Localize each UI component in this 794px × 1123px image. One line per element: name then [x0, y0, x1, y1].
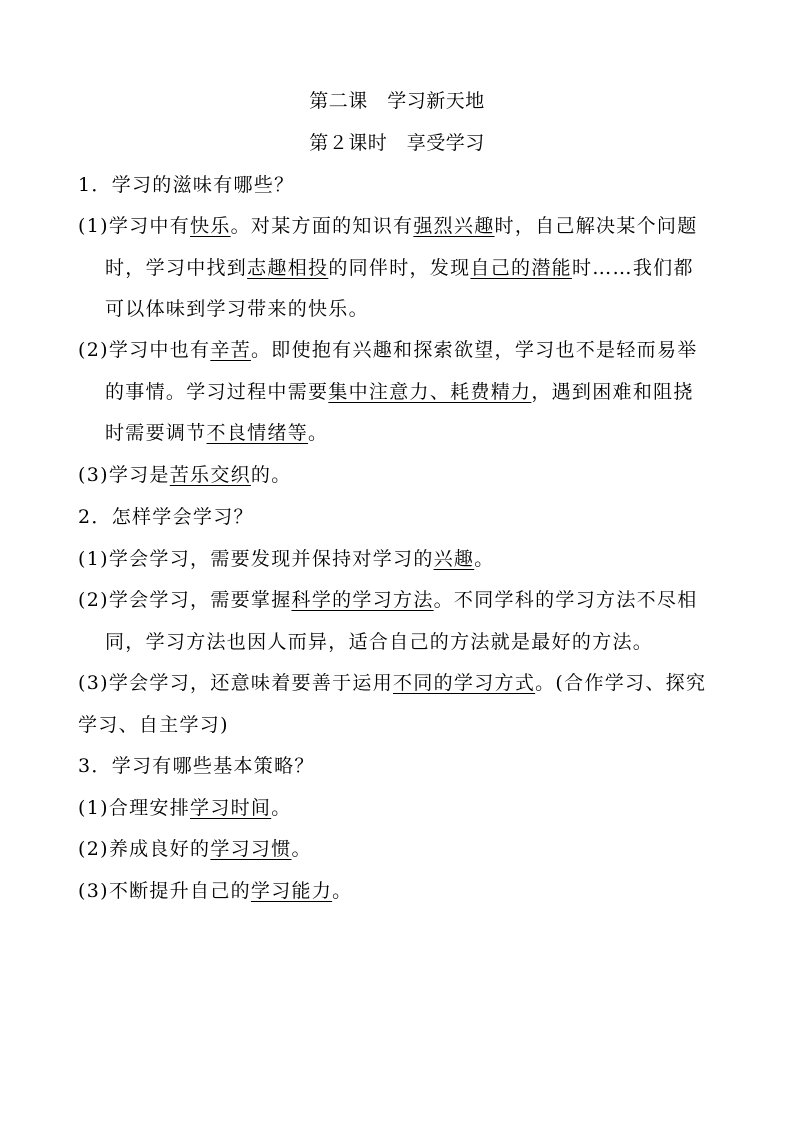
q2-answer-1: (1)学会学习，需要发现并保持对学习的兴趣。 [78, 548, 495, 570]
q3-answer-3: (3)不断提升自己的学习能力。 [78, 880, 353, 902]
blank-answer: 不良情绪等 [206, 422, 309, 444]
lesson-title: 第二课 学习新天地 [309, 90, 485, 112]
blank-answer: 辛苦 [210, 339, 251, 361]
q1-answer-3: (3)学习是苦乐交织的。 [78, 464, 292, 486]
q2-answer-3-line-1: (3)学会学习，还意味着要善于运用不同的学习方式。(合作学习、探究 [78, 672, 707, 694]
question-3: 3．学习有哪些基本策略？ [78, 755, 315, 777]
blank-answer: 不同的学习方式 [393, 672, 536, 694]
question-1: 1．学习的滋味有哪些？ [78, 174, 295, 196]
q1-answer-2-line-1: (2)学习中也有辛苦。即使抱有兴趣和探索欲望，学习也不是轻而易举 [78, 339, 698, 361]
blank-answer: 科学的学习方法 [291, 589, 434, 611]
blank-answer: 学习能力 [250, 880, 333, 902]
blank-answer: 兴趣 [433, 548, 475, 570]
q1-answer-1-line-3: 可以体味到学习带来的快乐。 [105, 298, 369, 320]
q2-answer-2-line-2: 同，学习方法也因人而异，适合自己的方法就是最好的方法。 [105, 631, 654, 653]
q1-answer-1-line-2: 时，学习中找到志趣相投的同伴时，发现自己的潜能时……我们都 [105, 257, 694, 279]
q2-answer-3-line-2: 学习、自主学习) [78, 714, 229, 736]
blank-answer: 集中注意力、耗费精力 [328, 381, 532, 403]
q3-answer-2: (2)养成良好的学习习惯。 [78, 838, 312, 860]
q1-answer-2-line-2: 的事情。学习过程中需要集中注意力、耗费精力，遇到困难和阻挠 [105, 381, 694, 403]
period-title: 第２课时 享受学习 [309, 132, 485, 154]
blank-answer: 快乐 [190, 215, 231, 237]
q1-answer-2-line-3: 时需要调节不良情绪等。 [105, 422, 329, 444]
q1-answer-1-line-1: (1)学习中有快乐。对某方面的知识有强烈兴趣时，自己解决某个问题 [78, 215, 698, 237]
blank-answer: 苦乐交织 [169, 464, 251, 486]
blank-answer: 强烈兴趣 [413, 215, 495, 237]
blank-answer: 学习时间 [190, 797, 272, 819]
q2-answer-2-line-1: (2)学会学习，需要掌握科学的学习方法。不同学科的学习方法不尽相 [78, 589, 698, 611]
blank-answer: 志趣相投 [247, 257, 329, 279]
question-2: 2．怎样学会学习？ [78, 506, 254, 528]
blank-answer: 学习习惯 [210, 838, 292, 860]
blank-answer: 自己的潜能 [470, 257, 572, 279]
q3-answer-1: (1)合理安排学习时间。 [78, 797, 292, 819]
